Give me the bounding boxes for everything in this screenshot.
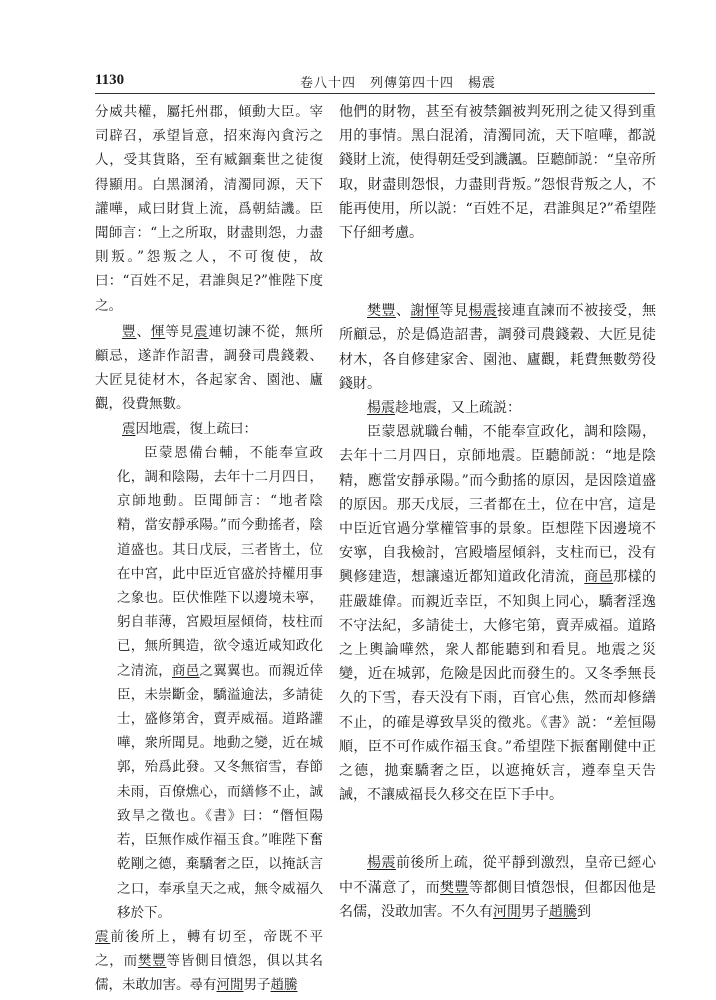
person-name: 樊豐: [367, 303, 396, 320]
person-name: 豐: [122, 323, 137, 340]
person-name: 震: [95, 928, 111, 945]
place-name: 河閒: [216, 977, 244, 994]
original-paragraph: 分威共權，屬托州郡，傾動大臣。宰司辟召，承望旨意，招來海內貪污之人，受其貨賂，至有臧錮棄世之徒復得顯用。白黑溷淆，清濁同源，天下讙嘩，咸曰財貨上流，爲朝結譏。臣聞師言：“上之所取，財盡則怨，力盡則叛。”怨叛之人，不可復使，故曰：“百姓不足，君誰與足?”惟陛下度之。: [95, 104, 323, 314]
person-name: 謝惲: [410, 303, 440, 320]
translation-paragraph: 楊震前後所上疏，從平靜到激烈，皇帝已經心中不滿意了，而樊豐等都側目憤怨恨，但都因他是名儒，没敢加害。不久有河閒男子趙騰到: [339, 855, 657, 920]
person-name: 楊震: [468, 303, 498, 320]
translation-column: [339, 100, 656, 924]
person-name: 楊震: [367, 400, 395, 417]
translation-paragraph: 楊震趁地震，又上疏説：: [367, 400, 521, 417]
person-name: 震: [194, 323, 209, 340]
person-name: 楊震: [367, 855, 396, 872]
original-quote-paragraph: 臣蒙恩備台輔，不能奉宣政化，調和陰陽，去年十二月四日，京師地動。臣聞師言：“地者陰精，當安靜承陽。”而今動搖者，陰道盛也。其日戊辰，三者皆土，位在中宮，此中臣近官盛於持權用事之象也。臣伏惟陛下以邊境未寧，躬自菲薄，宮殿垣屋傾倚，枝柱而已，無所興造，欲令遠近咸知政化之清流，商邑之翼翼也。而親近倖臣，未崇斷金，驕溢逾法，多請徒士，盛修第舍，賣弄威福。道路讙嘩，衆所聞見。地動之變，近在城郭，殆爲此發。又冬無宿雪，春節未雨，百僚燋心，而繕修不止，誠致旱之徵也。《書》曰：“僭恒陽若，臣無作威作福玉食。”唯陛下奮乾剛之德，棄驕奢之臣，以掩訞言之口，奉承皇天之戒，無令威福久移於下。: [117, 444, 323, 921]
person-name: 惲: [150, 323, 166, 340]
original-paragraph: 震前後所上，轉有切至，帝既不平之，而樊豐等皆側目憤怨，俱以其名儒，未敢加害。尋有河閒男子趙騰: [95, 928, 324, 994]
original-paragraph: 震因地震，復上疏曰：: [122, 420, 257, 437]
person-name: 趙騰: [549, 903, 577, 920]
page-header: [95, 70, 655, 94]
translation-paragraph: 樊豐、謝惲等見楊震接連直諫而不被接受，無所顧忌，於是僞造詔書，調發司農錢穀、大匠見徒材木，各自修建家舍、園池、廬觀，耗費無數勞役錢財。: [339, 303, 657, 392]
person-name: 趙騰: [270, 977, 298, 994]
header-rule: [95, 93, 655, 94]
memorial-quote: [95, 441, 323, 925]
person-name: 樊豐: [440, 879, 469, 896]
page-number: 1130: [95, 72, 125, 88]
person-name: 樊豐: [137, 953, 167, 970]
place-name: 商邑: [172, 662, 200, 679]
original-text-column: [95, 100, 323, 998]
place-name: 商邑: [584, 569, 614, 586]
translation-quote-paragraph: 臣蒙恩就職台輔，不能奉宣政化，調和陰陽，去年十二月四日，京師地震。臣聽師説：“地是陰精，應當安靜承陽。”而今動搖的原因，是因陰道盛的原因。那天戊辰，三者都在土，位在中宫，這是中臣近官過分掌權管事的景象。臣想陛下因邊境不安寧，自我檢討，宫殿墻屋傾斜，支柱而已，没有興修建造，想讓遠近都知道政化清流，商邑那樣的莊嚴雄偉。而親近幸臣，不知與上同心，驕奢淫逸不守法紀，多請徒士，大修宅第，賣弄威福。道路之上輿論嘩然，衆人都能聽到和看見。地震之災變，近在城郭，危險是因此而發生的。又冬季無長久的下雪，春天没有下雨，百官心焦，然而却修繕不止，的確是導致旱災的徵兆。《書》説：“差恒陽順，臣不可作威作福玉食。”希望陛下振奮剛健中正之德，拋棄驕奢之臣，以遮掩妖言，遵奉皇天告誡，不讓威福長久移交在臣下手中。: [339, 424, 657, 804]
place-name: 河閒: [493, 903, 521, 920]
person-name: 震: [122, 420, 136, 437]
translation-paragraph: 他們的財物，甚至有被禁錮被判死刑之徒又得到重用的事情。黑白混淆，清濁同流，天下喧嘩，都説錢財上流，使得朝廷受到譏諷。臣聽師説：“皇帝所取，財盡則怨恨，力盡則背叛。”怨恨背叛之人，不能再使用，所以説：“百姓不足，君誰與足?”希望陛下仔細考慮。: [339, 104, 656, 242]
running-title: 卷八十四 列傳第四十四 楊震: [300, 76, 497, 91]
original-paragraph: 豐、惲等見震連切諫不從，無所顧忌，遂詐作詔書，調發司農錢穀、大匠見徒材木，各起家舍、園池、廬觀，役費無數。: [95, 323, 324, 413]
